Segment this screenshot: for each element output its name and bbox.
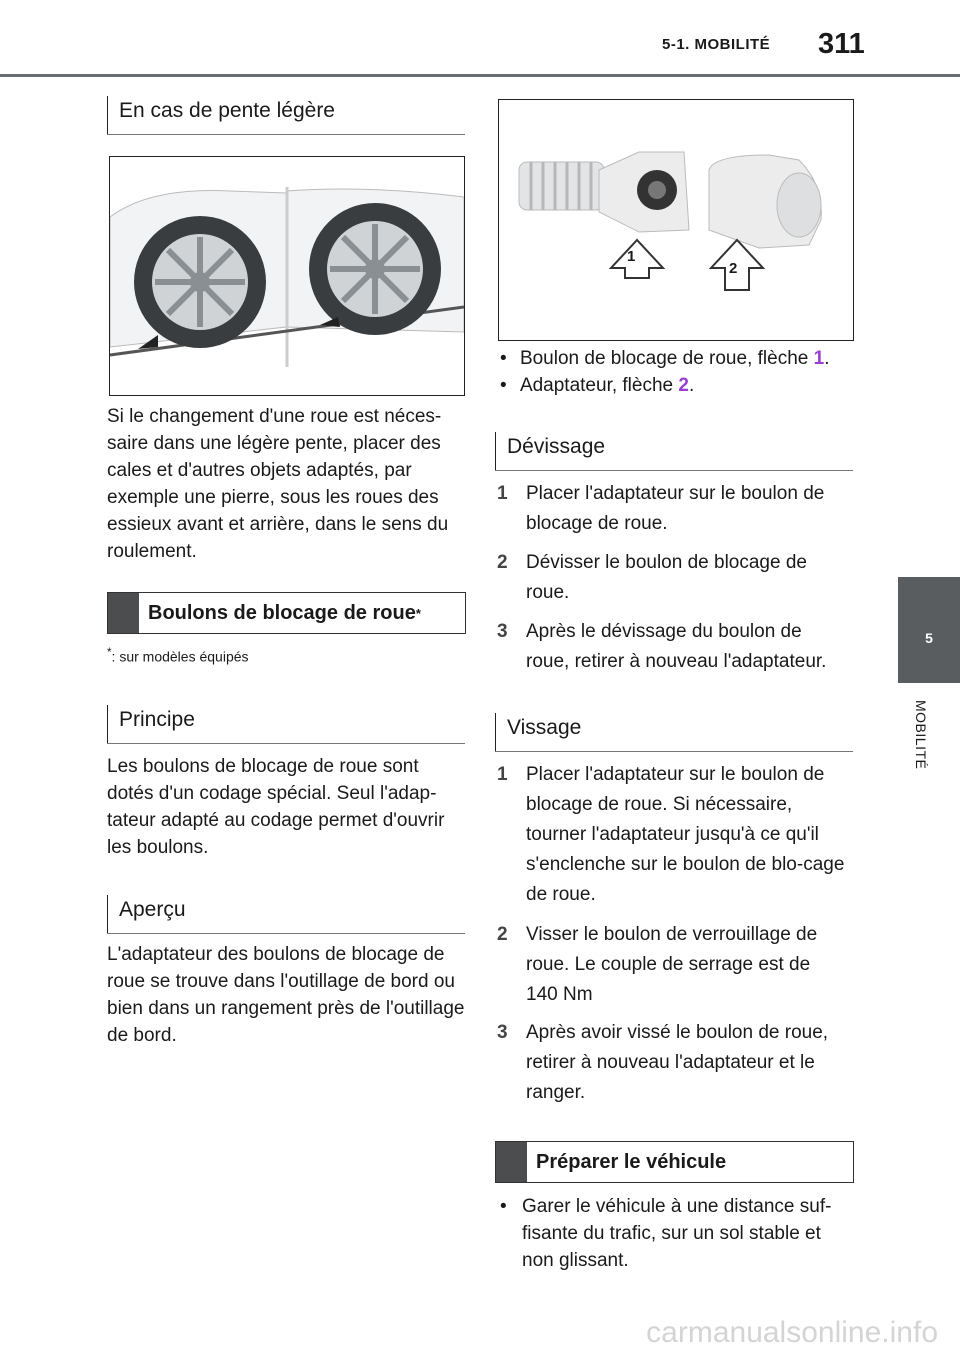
chapter-label: MOBILITÉ xyxy=(913,700,929,770)
principle-paragraph: Les boulons de blocage de roue sont dotés d'un codage spécial. Seul l'adap-tateur adapté au codage permet d'ouvrir les boulons. xyxy=(107,756,445,858)
slope-heading-rule xyxy=(107,134,465,135)
overview-heading: Aperçu xyxy=(107,895,186,933)
screw-step-3 xyxy=(497,1018,846,1108)
screw-rule xyxy=(495,751,853,752)
step-text: Placer l'adaptateur sur le boulon de blocage de roue. xyxy=(526,483,825,534)
legend-text-2: Adaptateur, flèche xyxy=(519,375,679,396)
legend-item-1: • Boulon de blocage de roue, flèche 1. xyxy=(500,348,830,369)
step-text: Visser le boulon de verrouillage de roue. Le couple de serrage est de 140 Nm xyxy=(526,924,818,1005)
bullet-marker: • xyxy=(500,348,507,369)
footnote-text: : sur modèles équipés xyxy=(111,648,249,665)
principle-rule xyxy=(107,743,465,744)
slope-paragraph: Si le changement d'une roue est néces-saire dans une légère pente, placer des cales et d'autres objets adaptés, par exemple une pierre, sous les roues des essieux avant et arrière, dans le sens du roulement. xyxy=(107,406,449,562)
section-bar-wheel-locks xyxy=(107,592,466,634)
unscrew-step-2 xyxy=(497,548,846,608)
chapter-number: 5 xyxy=(925,630,933,646)
step-text: Dévisser le boulon de blocage de roue. xyxy=(526,552,807,603)
legend-text-1: Boulon de blocage de roue, flèche xyxy=(519,348,814,369)
footnote-mark: * xyxy=(107,646,112,659)
wheel-lock-image xyxy=(498,99,854,341)
step-number: 3 xyxy=(497,1022,508,1043)
section-title-wheel-locks: Boulons de blocage de roue xyxy=(148,601,416,624)
section-bar-block xyxy=(108,593,139,633)
overview-paragraph: L'adaptateur des boulons de blocage de roue se trouve dans l'outillage de bord ou bien dans un rangement près de l'outillage de bord. xyxy=(107,944,465,1046)
overview-rule xyxy=(107,933,465,934)
screw-step-1 xyxy=(497,760,846,910)
section-bar-block xyxy=(496,1142,527,1182)
asterisk-mark: * xyxy=(415,605,421,621)
screw-heading: Vissage xyxy=(495,713,581,751)
bullet-marker: • xyxy=(500,1196,507,1217)
step-number: 3 xyxy=(497,621,508,642)
step-number: 2 xyxy=(497,552,508,573)
principle-heading: Principe xyxy=(107,705,195,743)
step-text: Placer l'adaptateur sur le boulon de blocage de roue. Si nécessaire, tourner l'adaptateur jusqu'à ce qu'il s'enclenche sur le boulon de blo-cage de roue. xyxy=(526,764,845,905)
step-text: Après avoir vissé le boulon de roue, retirer à nouveau l'adaptateur et le ranger. xyxy=(526,1022,829,1103)
watermark: carmanualsonline.info xyxy=(646,1316,938,1349)
legend-num-1: 1 xyxy=(813,348,825,369)
footnote xyxy=(107,646,249,665)
page-number: 311 xyxy=(818,28,865,60)
unscrew-step-1 xyxy=(497,479,846,539)
slope-heading: En cas de pente légère xyxy=(107,96,335,134)
step-text: Après le dévissage du boulon de roue, retirer à nouveau l'adaptateur. xyxy=(526,621,827,672)
figure-label-2: 2 xyxy=(729,260,738,277)
bullet-marker: • xyxy=(500,375,507,396)
screw-step-2 xyxy=(497,920,846,1010)
unscrew-heading: Dévissage xyxy=(495,432,605,470)
prepare-bullet xyxy=(500,1193,855,1274)
header-section-title: 5-1. MOBILITÉ xyxy=(662,36,771,53)
step-number: 2 xyxy=(497,924,508,945)
prepare-bullet-text: Garer le véhicule à une distance suf-fisante du trafic, sur un sol stable et non glissant. xyxy=(522,1196,832,1271)
header-divider xyxy=(0,74,960,77)
car-on-slope-image xyxy=(109,156,465,396)
wheel-lock-illustration xyxy=(499,100,853,340)
section-title-prepare-vehicle: Préparer le véhicule xyxy=(536,1150,727,1173)
legend-num-2: 2 xyxy=(678,375,689,396)
section-bar-prepare-vehicle xyxy=(495,1141,854,1183)
figure-label-1: 1 xyxy=(627,248,636,265)
step-number: 1 xyxy=(497,764,508,785)
step-number: 1 xyxy=(497,483,508,504)
unscrew-step-3 xyxy=(497,617,846,677)
unscrew-rule xyxy=(495,470,853,471)
legend-item-2: • Adaptateur, flèche 2. xyxy=(500,375,695,396)
car-wheels-illustration xyxy=(110,157,464,395)
